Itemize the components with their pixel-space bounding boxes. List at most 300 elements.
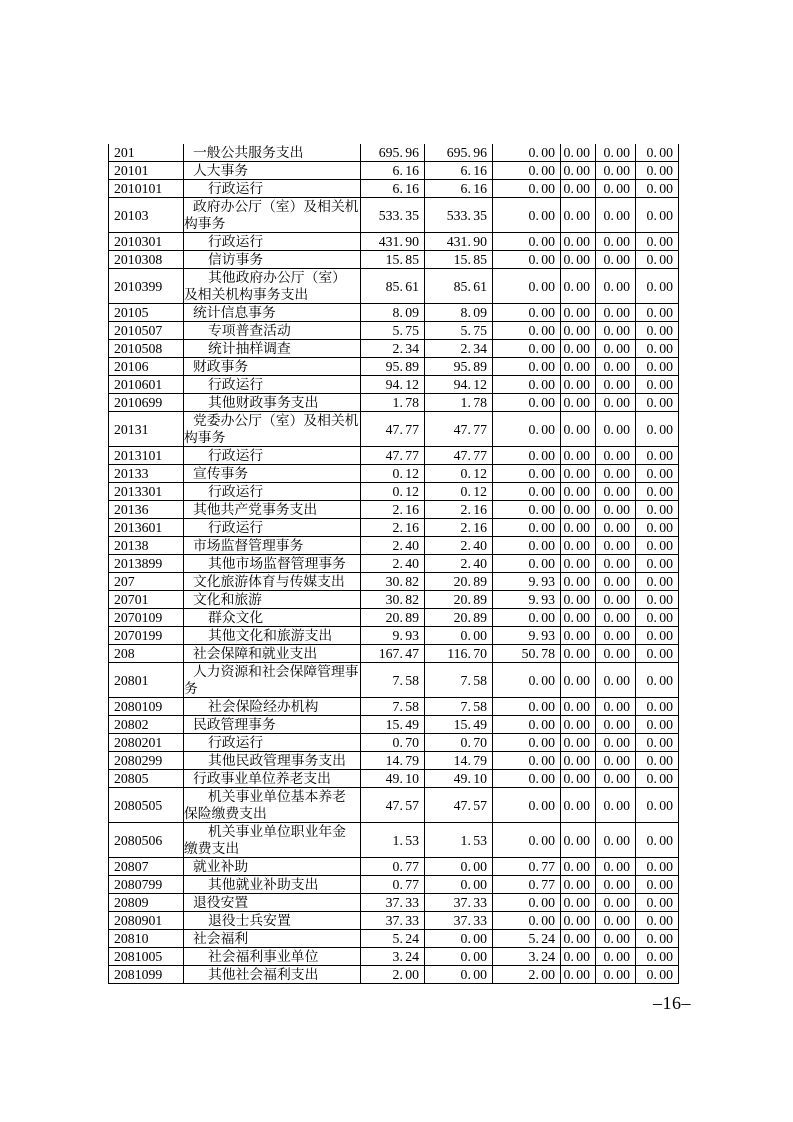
- row-name: 市场监督管理事务: [184, 537, 361, 555]
- row-value: 0. 00: [561, 663, 596, 698]
- table-row: [109, 162, 679, 180]
- row-value: 20. 89: [425, 609, 493, 627]
- row-value: 0. 00: [596, 716, 636, 734]
- table-row: [109, 394, 679, 412]
- row-value: 0. 00: [493, 912, 561, 930]
- table-row: [109, 555, 679, 573]
- row-value: 0. 00: [561, 966, 596, 984]
- row-value: 0. 00: [493, 716, 561, 734]
- table-row: [109, 752, 679, 770]
- row-value: 94. 12: [425, 376, 493, 394]
- row-value: 0. 00: [561, 519, 596, 537]
- row-value: 0. 00: [636, 966, 679, 984]
- row-value: 47. 57: [361, 788, 425, 823]
- row-value: 0. 00: [561, 304, 596, 322]
- row-value: 0. 00: [636, 734, 679, 752]
- row-value: 0. 12: [425, 483, 493, 501]
- table-row: [109, 663, 679, 698]
- row-name: 其他民政管理事务支出: [184, 752, 361, 770]
- row-value: 0. 00: [493, 269, 561, 304]
- row-name: 社会福利事业单位: [184, 948, 361, 966]
- row-value: 0. 00: [493, 412, 561, 447]
- row-value: 0. 00: [596, 322, 636, 340]
- row-code: 201: [109, 144, 184, 162]
- row-value: 0. 00: [561, 716, 596, 734]
- row-name: 其他共产党事务支出: [184, 501, 361, 519]
- table-row: [109, 734, 679, 752]
- row-value: 0. 00: [596, 144, 636, 162]
- row-value: 0. 00: [561, 322, 596, 340]
- row-value: 0. 00: [596, 788, 636, 823]
- table-row: [109, 698, 679, 716]
- row-code: 20101: [109, 162, 184, 180]
- row-code: 20105: [109, 304, 184, 322]
- row-value: 0. 00: [596, 752, 636, 770]
- row-value: 0. 00: [493, 322, 561, 340]
- row-value: 2. 34: [361, 340, 425, 358]
- row-code: 2080201: [109, 734, 184, 752]
- table-row: [109, 591, 679, 609]
- row-value: 9. 93: [361, 627, 425, 645]
- row-code: 20807: [109, 858, 184, 876]
- row-value: 0. 00: [636, 823, 679, 858]
- row-name: 文化旅游体育与传媒支出: [184, 573, 361, 591]
- row-value: 0. 00: [636, 912, 679, 930]
- row-code: 20701: [109, 591, 184, 609]
- row-name: 民政管理事务: [184, 716, 361, 734]
- table-row: [109, 501, 679, 519]
- row-value: 0. 00: [596, 555, 636, 573]
- row-code: 2010301: [109, 233, 184, 251]
- row-value: 0. 00: [493, 304, 561, 322]
- row-value: 0. 00: [561, 465, 596, 483]
- row-value: 37. 33: [425, 912, 493, 930]
- row-name: 专项普查活动: [184, 322, 361, 340]
- row-name: 人大事务: [184, 162, 361, 180]
- row-value: 0. 00: [493, 251, 561, 269]
- row-value: 14. 79: [425, 752, 493, 770]
- row-name: 党委办公厅（室）及相关机构事务: [184, 413, 359, 445]
- row-value: 50. 78: [493, 645, 561, 663]
- row-value: 0. 00: [596, 734, 636, 752]
- row-name: 其他就业补助支出: [184, 876, 361, 894]
- row-value: 1. 78: [425, 394, 493, 412]
- row-value: 7. 58: [425, 663, 493, 698]
- row-name: 社会保障和就业支出: [184, 645, 361, 663]
- row-value: 0. 00: [596, 645, 636, 663]
- row-value: 1. 53: [361, 823, 425, 858]
- row-value: 14. 79: [361, 752, 425, 770]
- row-value: 0. 00: [596, 823, 636, 858]
- row-value: 0. 00: [425, 627, 493, 645]
- table-row: [109, 912, 679, 930]
- row-value: 0. 00: [425, 930, 493, 948]
- row-value: 6. 16: [361, 180, 425, 198]
- row-name: 行政运行: [184, 447, 361, 465]
- row-code: 2080299: [109, 752, 184, 770]
- row-value: 0. 00: [636, 358, 679, 376]
- row-value: 0. 00: [561, 394, 596, 412]
- row-value: 0. 00: [636, 627, 679, 645]
- row-code: 2010507: [109, 322, 184, 340]
- row-name: 行政运行: [184, 483, 361, 501]
- row-value: 0. 00: [596, 394, 636, 412]
- row-value: 0. 00: [493, 609, 561, 627]
- row-value: 0. 00: [493, 376, 561, 394]
- row-name: 就业补助: [184, 858, 361, 876]
- row-value: 0. 00: [596, 894, 636, 912]
- row-value: 0. 00: [636, 537, 679, 555]
- row-value: 0. 00: [493, 770, 561, 788]
- row-value: 15. 85: [425, 251, 493, 269]
- row-value: 431. 90: [425, 233, 493, 251]
- table-row: [109, 233, 679, 251]
- row-value: 95. 89: [425, 358, 493, 376]
- row-value: 85. 61: [361, 269, 425, 304]
- row-value: 0. 00: [493, 394, 561, 412]
- row-name: 其他文化和旅游支出: [184, 627, 361, 645]
- row-code: 2013101: [109, 447, 184, 465]
- table-row: [109, 537, 679, 555]
- row-value: 0. 00: [561, 698, 596, 716]
- row-value: 0. 00: [561, 573, 596, 591]
- row-value: 0. 00: [596, 162, 636, 180]
- row-value: 20. 89: [361, 609, 425, 627]
- table-row: [109, 269, 679, 304]
- row-value: 431. 90: [361, 233, 425, 251]
- row-value: 9. 93: [493, 573, 561, 591]
- row-value: 0. 00: [561, 537, 596, 555]
- row-value: 0. 00: [596, 770, 636, 788]
- row-value: 0. 00: [493, 788, 561, 823]
- row-code: 20103: [109, 198, 184, 233]
- row-value: 0. 70: [361, 734, 425, 752]
- row-value: 0. 77: [493, 858, 561, 876]
- row-value: 6. 16: [361, 162, 425, 180]
- budget-table-body: [109, 144, 679, 984]
- row-value: 116. 70: [425, 645, 493, 663]
- row-value: 6. 16: [425, 162, 493, 180]
- row-value: 0. 00: [561, 948, 596, 966]
- row-value: 0. 00: [561, 894, 596, 912]
- row-value: 0. 00: [561, 858, 596, 876]
- row-value: 0. 00: [636, 770, 679, 788]
- row-value: 5. 24: [361, 930, 425, 948]
- table-row: [109, 858, 679, 876]
- row-value: 0. 00: [425, 876, 493, 894]
- row-code: 20131: [109, 412, 184, 447]
- row-value: 0. 00: [636, 180, 679, 198]
- row-value: 30. 82: [361, 573, 425, 591]
- row-value: 37. 33: [361, 912, 425, 930]
- row-name: 行政运行: [184, 734, 361, 752]
- row-value: 0. 00: [636, 269, 679, 304]
- row-value: 0. 00: [636, 573, 679, 591]
- row-value: 0. 00: [561, 144, 596, 162]
- row-code: 20133: [109, 465, 184, 483]
- row-value: 0. 00: [636, 501, 679, 519]
- row-value: 0. 00: [596, 358, 636, 376]
- row-value: 85. 61: [425, 269, 493, 304]
- row-value: 47. 77: [361, 412, 425, 447]
- row-code: 2080505: [109, 788, 184, 823]
- row-value: 0. 00: [596, 609, 636, 627]
- row-value: 2. 16: [361, 501, 425, 519]
- table-row: [109, 770, 679, 788]
- row-value: 0. 00: [636, 412, 679, 447]
- row-value: 0. 00: [493, 447, 561, 465]
- table-row: [109, 180, 679, 198]
- row-value: 0. 00: [636, 376, 679, 394]
- row-value: 8. 09: [425, 304, 493, 322]
- row-name: 其他社会福利支出: [184, 966, 361, 984]
- row-value: 0. 00: [636, 144, 679, 162]
- table-row: [109, 340, 679, 358]
- row-value: 0. 00: [596, 948, 636, 966]
- row-value: 0. 00: [561, 645, 596, 663]
- row-name: 机关事业单位职业年金缴费支出: [184, 823, 361, 858]
- row-code: 208: [109, 645, 184, 663]
- row-value: 2. 40: [425, 537, 493, 555]
- row-value: 0. 00: [561, 412, 596, 447]
- row-value: 2. 00: [361, 966, 425, 984]
- row-name: 社会福利: [184, 930, 361, 948]
- table-row: [109, 465, 679, 483]
- row-name: 行政运行: [184, 519, 361, 537]
- row-value: 0. 00: [596, 519, 636, 537]
- row-value: 0. 77: [361, 858, 425, 876]
- row-value: 0. 77: [493, 876, 561, 894]
- row-value: 0. 00: [596, 858, 636, 876]
- row-value: 9. 93: [493, 627, 561, 645]
- row-value: 0. 00: [636, 162, 679, 180]
- row-value: 0. 00: [425, 966, 493, 984]
- row-code: 2081099: [109, 966, 184, 984]
- row-value: 0. 00: [596, 930, 636, 948]
- row-code: 20801: [109, 663, 184, 698]
- row-code: 2080799: [109, 876, 184, 894]
- row-value: 0. 00: [561, 340, 596, 358]
- row-value: 0. 00: [493, 823, 561, 858]
- row-name: 行政事业单位养老支出: [184, 770, 361, 788]
- row-code: 20809: [109, 894, 184, 912]
- row-value: 2. 40: [425, 555, 493, 573]
- table-row: [109, 788, 679, 823]
- row-value: 49. 10: [425, 770, 493, 788]
- row-value: 0. 00: [636, 858, 679, 876]
- row-value: 0. 00: [596, 251, 636, 269]
- row-name: 机关事业单位基本养老保险缴费支出: [184, 788, 361, 823]
- row-value: 2. 16: [425, 501, 493, 519]
- row-code: 2013899: [109, 555, 184, 573]
- row-name: 财政事务: [184, 358, 361, 376]
- row-name: 社会保险经办机构: [184, 698, 361, 716]
- row-value: 533. 35: [361, 198, 425, 233]
- budget-table: [108, 144, 679, 984]
- row-value: 0. 00: [493, 698, 561, 716]
- row-value: 0. 00: [596, 412, 636, 447]
- row-value: 167. 47: [361, 645, 425, 663]
- table-row: [109, 144, 679, 162]
- row-value: 0. 00: [636, 251, 679, 269]
- row-code: 20136: [109, 501, 184, 519]
- row-code: 2013301: [109, 483, 184, 501]
- row-value: 1. 78: [361, 394, 425, 412]
- row-code: 2013601: [109, 519, 184, 537]
- row-value: 0. 00: [596, 663, 636, 698]
- row-value: 0. 00: [636, 876, 679, 894]
- table-row: [109, 251, 679, 269]
- row-code: 20810: [109, 930, 184, 948]
- row-code: 2070199: [109, 627, 184, 645]
- row-value: 2. 16: [361, 519, 425, 537]
- row-value: 0. 00: [493, 483, 561, 501]
- row-name: 群众文化: [184, 609, 361, 627]
- row-value: 0. 00: [561, 251, 596, 269]
- row-value: 0. 00: [561, 555, 596, 573]
- row-name: 退役安置: [184, 894, 361, 912]
- row-code: 20802: [109, 716, 184, 734]
- row-code: 2010508: [109, 340, 184, 358]
- row-value: 9. 93: [493, 591, 561, 609]
- row-value: 0. 00: [636, 645, 679, 663]
- row-value: 2. 40: [361, 537, 425, 555]
- row-value: 0. 00: [636, 322, 679, 340]
- row-value: 20. 89: [425, 591, 493, 609]
- row-value: 1. 53: [425, 823, 493, 858]
- row-value: 0. 00: [596, 966, 636, 984]
- row-value: 0. 12: [361, 465, 425, 483]
- row-value: 695. 96: [361, 144, 425, 162]
- row-value: 0. 00: [636, 304, 679, 322]
- row-code: 20106: [109, 358, 184, 376]
- row-value: 5. 24: [493, 930, 561, 948]
- row-value: 0. 00: [636, 788, 679, 823]
- row-value: 49. 10: [361, 770, 425, 788]
- row-value: 0. 00: [493, 358, 561, 376]
- row-code: 20138: [109, 537, 184, 555]
- table-row: [109, 376, 679, 394]
- row-value: 7. 58: [361, 663, 425, 698]
- row-value: 0. 00: [596, 591, 636, 609]
- row-value: 15. 49: [425, 716, 493, 734]
- table-row: [109, 609, 679, 627]
- row-value: 2. 40: [361, 555, 425, 573]
- row-value: 0. 00: [596, 501, 636, 519]
- row-value: 5. 75: [361, 322, 425, 340]
- row-value: 0. 00: [636, 716, 679, 734]
- row-value: 0. 00: [636, 447, 679, 465]
- row-name: 信访事务: [184, 251, 361, 269]
- table-row: [109, 894, 679, 912]
- row-value: 0. 00: [561, 483, 596, 501]
- row-value: 0. 00: [493, 180, 561, 198]
- row-value: 0. 00: [493, 501, 561, 519]
- row-value: 0. 00: [493, 734, 561, 752]
- row-value: 0. 00: [493, 198, 561, 233]
- row-value: 0. 00: [561, 358, 596, 376]
- row-value: 0. 00: [561, 162, 596, 180]
- row-value: 0. 00: [493, 537, 561, 555]
- row-value: 5. 75: [425, 322, 493, 340]
- row-value: 0. 00: [596, 376, 636, 394]
- table-row: [109, 322, 679, 340]
- row-value: 8. 09: [361, 304, 425, 322]
- row-value: 0. 00: [493, 663, 561, 698]
- row-value: 37. 33: [361, 894, 425, 912]
- row-value: 0. 00: [596, 537, 636, 555]
- row-value: 0. 00: [561, 823, 596, 858]
- table-row: [109, 876, 679, 894]
- row-value: 0. 00: [636, 394, 679, 412]
- row-value: 30. 82: [361, 591, 425, 609]
- row-name: 退役士兵安置: [184, 912, 361, 930]
- row-value: 47. 77: [425, 447, 493, 465]
- row-name: 统计信息事务: [184, 304, 361, 322]
- row-value: 47. 77: [361, 447, 425, 465]
- table-row: [109, 716, 679, 734]
- table-row: [109, 948, 679, 966]
- row-value: 0. 00: [636, 483, 679, 501]
- row-value: 0. 00: [636, 663, 679, 698]
- row-value: 15. 85: [361, 251, 425, 269]
- row-name: 其他市场监督管理事务: [184, 555, 361, 573]
- table-row: [109, 304, 679, 322]
- row-value: 7. 58: [425, 698, 493, 716]
- row-value: 2. 16: [425, 519, 493, 537]
- row-value: 0. 00: [636, 591, 679, 609]
- row-value: 0. 00: [636, 698, 679, 716]
- table-row: [109, 823, 679, 858]
- row-value: 0. 12: [425, 465, 493, 483]
- row-value: 0. 00: [596, 233, 636, 251]
- row-value: 0. 00: [596, 340, 636, 358]
- row-value: 0. 00: [561, 376, 596, 394]
- row-value: 37. 33: [425, 894, 493, 912]
- row-value: 0. 00: [561, 734, 596, 752]
- row-value: 20. 89: [425, 573, 493, 591]
- row-code: 2010699: [109, 394, 184, 412]
- table-row: [109, 358, 679, 376]
- row-value: 0. 00: [561, 752, 596, 770]
- row-name: 文化和旅游: [184, 591, 361, 609]
- row-code: 2080506: [109, 823, 184, 858]
- row-code: 2010101: [109, 180, 184, 198]
- row-code: 207: [109, 573, 184, 591]
- row-value: 0. 00: [561, 876, 596, 894]
- row-value: 2. 34: [425, 340, 493, 358]
- row-value: 0. 00: [636, 752, 679, 770]
- row-value: 0. 00: [596, 627, 636, 645]
- row-value: 0. 00: [596, 912, 636, 930]
- row-value: 0. 00: [636, 519, 679, 537]
- row-name: 政府办公厅（室）及相关机构事务: [184, 199, 359, 231]
- row-value: 533. 35: [425, 198, 493, 233]
- row-value: 0. 00: [561, 233, 596, 251]
- row-value: 15. 49: [361, 716, 425, 734]
- row-value: 0. 00: [493, 519, 561, 537]
- row-value: 0. 00: [636, 609, 679, 627]
- row-name: 其他政府办公厅（室）及相关机构事务支出: [184, 269, 361, 304]
- row-value: 0. 00: [596, 447, 636, 465]
- row-value: 0. 00: [493, 555, 561, 573]
- table-row: [109, 573, 679, 591]
- row-value: 2. 00: [493, 966, 561, 984]
- table-row: [109, 930, 679, 948]
- row-value: 0. 00: [425, 948, 493, 966]
- row-value: 0. 12: [361, 483, 425, 501]
- row-value: 0. 00: [493, 144, 561, 162]
